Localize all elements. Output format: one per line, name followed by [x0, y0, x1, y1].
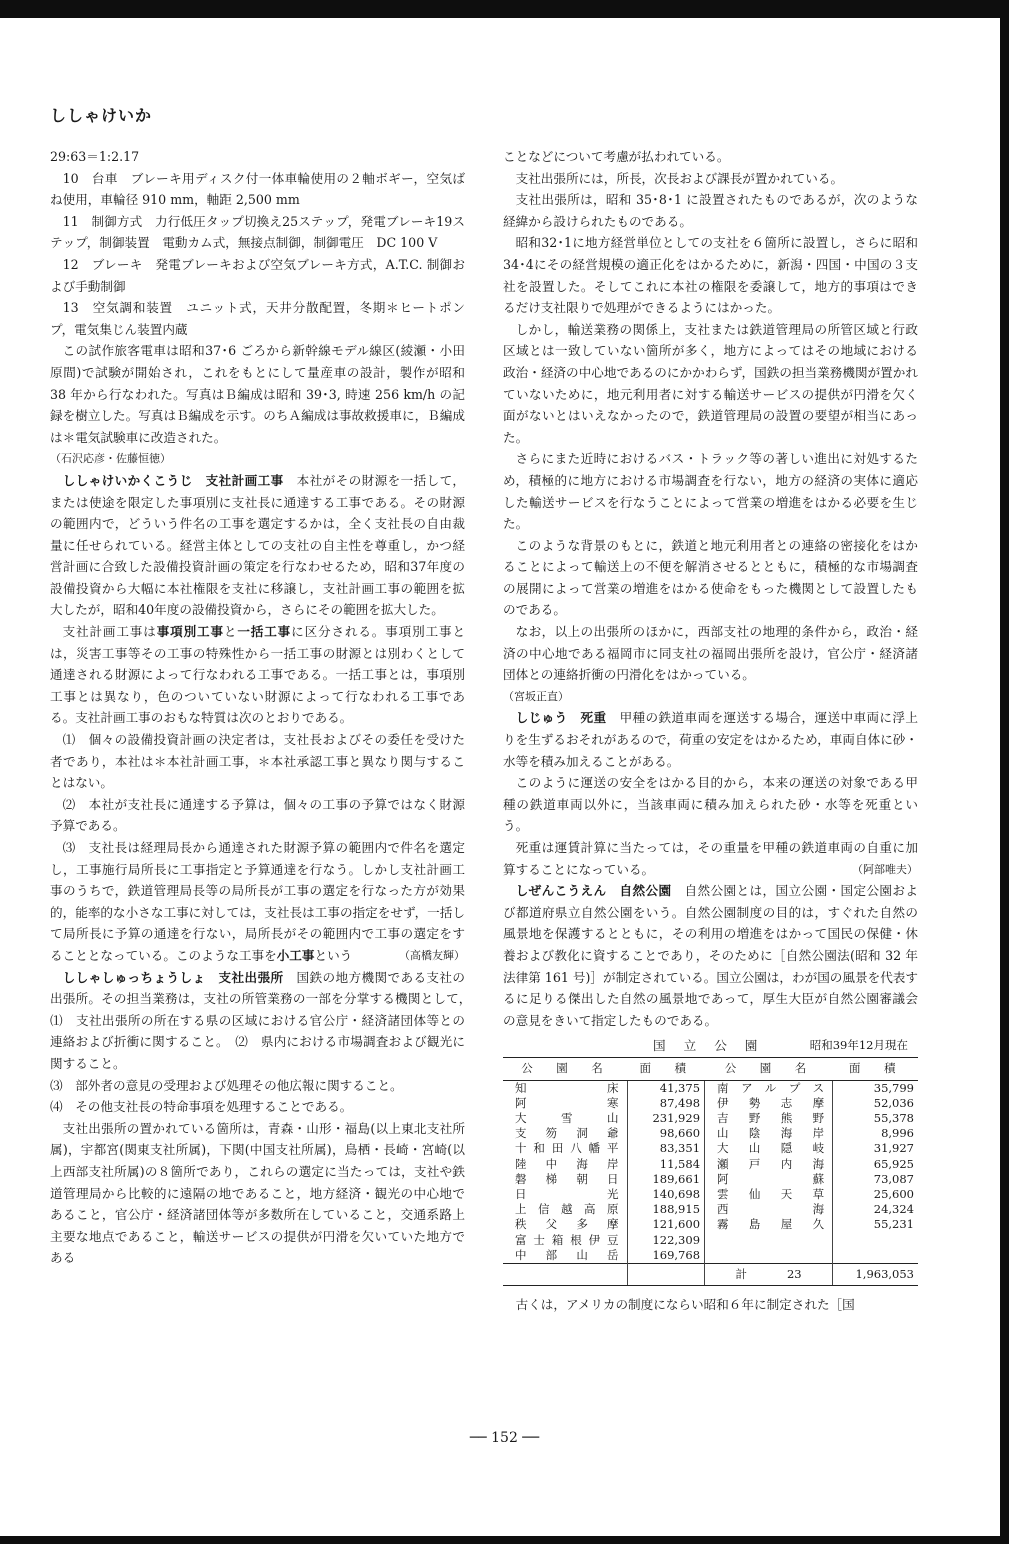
park-name: 霧島屋久: [717, 1217, 825, 1232]
table-row: [503, 1248, 918, 1264]
national-parks-table: [503, 1057, 918, 1286]
entry-text: 国鉄の地方機関である支社の出張所。その担当業務は，支社の所管業務の一部を分掌する機関として， ⑴ 支社出張所の所在する県の区域における官公庁・経済諸団体等との連絡および折衝に関すること。 ⑵ 県内における市場調査および観光に関すること。: [50, 969, 478, 1071]
text-run: と: [223, 624, 238, 640]
paragraph: なお，以上の出張所のほかに，西部支社の地理的条件から，政治・経済の中心地である福岡市に同支社の福岡出張所を設け，官公庁・経済諸団体との連絡折衝の円滑化をはかっている。: [503, 624, 918, 683]
paragraph: このような背景のもとに，鉄道と地元利用者との連絡の密接化をはかることによって輸送上の不便を解消させるとともに，積極的な市場調査の展開によって営業の増進をはかる使命をもった機関として設置したものである。: [503, 537, 918, 618]
park-area: 169,768: [627, 1248, 704, 1264]
park-area: 24,324: [833, 1202, 918, 1217]
table-row: [503, 1096, 918, 1111]
park-area: 55,231: [833, 1217, 918, 1232]
park-name: 陸中海岸: [515, 1156, 619, 1171]
park-name: 中部山岳: [515, 1247, 619, 1262]
park-area: 231,929: [627, 1111, 704, 1126]
park-area: 31,927: [833, 1141, 918, 1156]
park-name: 上信越高原: [515, 1202, 619, 1217]
entry-headword: ししゃけいかくこうじ 支社計画工事: [62, 472, 284, 488]
table-row: [503, 1080, 918, 1096]
park-name: 十和田八幡平: [515, 1141, 619, 1156]
paragraph: 支社出張所は，昭和 35･8･1 に設置されたものであるが，次のような経緯から設けられたものである。: [503, 192, 918, 229]
entry-shijuu: [503, 707, 918, 772]
text-run: 死重は運賃計算に当たっては，その重量を甲種の鉄道車両の自重に加算することになっている。: [503, 840, 918, 877]
entry-text: 自然公園とは，国立公園・国定公園および都道府県立自然公園をいう。自然公園制度の目的は，すぐれた自然の風景地を保護するとともに，その利用の増進をはかって国民の保健・休養および教化に資することであり，そのために［自然公園法(昭和 32 年法律第 161 号)］が制定されている。国立公園は，わが国の風景を代表するに足りる傑出した自然の風景地であって，厚生大臣が自然公園審議会の意見をきいて指定したものである。: [503, 883, 919, 1028]
park-area: [833, 1233, 918, 1248]
paragraph: 29:63＝1:2.17: [50, 149, 140, 164]
table-row: [503, 1217, 918, 1232]
text-run: 支社計画工事は: [62, 624, 157, 640]
table-row: [503, 1126, 918, 1141]
entry-headword: しじゅう 死重: [515, 710, 607, 726]
keyword: 一括工事: [237, 624, 292, 640]
park-name: 山陰海岸: [717, 1126, 825, 1141]
park-area: 83,351: [627, 1141, 704, 1156]
park-name: 阿蘇: [717, 1171, 825, 1186]
paragraph: [503, 837, 918, 880]
table-row: [503, 1141, 918, 1156]
park-area: 11,584: [627, 1157, 704, 1172]
park-name: 知床: [515, 1080, 619, 1095]
running-head: ししゃけいか: [50, 106, 153, 125]
table-date: 昭和39年12月現在: [809, 1038, 908, 1053]
park-area: 55,378: [833, 1111, 918, 1126]
list-item: ⑴ 個々の設備投資計画の決定者は，支社長およびその委任を受けた者であり，本社は＊本社計画工事，＊本社承認工事と異なり関与することはない。: [50, 732, 465, 791]
park-name: 富士箱根伊豆: [515, 1232, 619, 1247]
text-run: に区分される。事項別工事とは，災害工事等その工事の特殊性から一括工事の財源とは別わくとして通達される財源によって行なわれる工事である。一括工事とは，事項別工事とは異なり，色のついていない財源によって行なわれる工事である。支社計画工事のおもな特質は次のとおりである。: [50, 624, 466, 726]
entry-headword: ししゃしゅっちょうしょ 支社出張所: [62, 969, 284, 985]
table-row: [503, 1172, 918, 1187]
paragraph: 支社出張所には，所長，次長および課長が置かれている。: [515, 170, 844, 186]
park-area: 122,309: [627, 1233, 704, 1248]
table-total-row: [503, 1263, 918, 1285]
park-name: [705, 1233, 833, 1248]
author-signature: （阿部唯夫）: [852, 862, 918, 876]
list-item: ⑵ 本社が支社長に通達する予算は，個々の工事の予算ではなく財源予算である。: [50, 796, 465, 834]
total-label-text: 計: [735, 1266, 747, 1281]
entry-shisha-shucchousho: [50, 967, 478, 1075]
park-name: 日光: [515, 1186, 619, 1201]
text-run: ⑶ 支社長は経理局長から通達された財源予算の範囲内で件名を選定し，工事施行局所長に工事指定と予算通達を行なう。しかし支社計画工事のうちで，鉄道管理局長等の局所長が工事の選定を行なった方が効果的，能率的な小さな工事に対しては，支社長は工事の指定をせず，一括して局所長に予算の通達を行ない，局所長がその範囲内で工事の選定をすることとなっている。このような工事を: [50, 840, 465, 963]
total-count: 23: [786, 1266, 802, 1281]
empty-cell: [627, 1263, 704, 1285]
entry-text: 本社がその財源を一括して，または使途を限定した事項別に支社長に通達する工事である。その財源の範囲内で，どういう件名の工事を選定するかは，全く支社長の自由裁量に任せられている。経営主体としての支社の自主性を尊重し，かつ経営計画に合致した設備投資計画の策定を行なわせるため，昭和37年度の設備投資から大幅に本社権限を支社に移譲し，支社計画工事の範囲を拡大したが，昭和40年度の設備投資から，さらにその範囲を拡大した。: [50, 472, 466, 618]
park-area: 8,996: [833, 1126, 918, 1141]
left-column: [50, 146, 478, 1269]
park-name: 伊勢志摩: [717, 1095, 825, 1110]
scan-border-top: [0, 0, 1009, 18]
column-header: 公 園 名: [705, 1058, 833, 1080]
park-area: 189,661: [627, 1172, 704, 1187]
table-row: [503, 1187, 918, 1202]
paragraph: 古くは，アメリカの制度にならい昭和６年に制定された［国: [515, 1297, 855, 1313]
author-signature: （宮坂正直）: [503, 689, 569, 703]
spec-item: 11 制御方式 力行低圧タップ切換え25ステップ，発電ブレーキ19ステップ，制御装置 電動カム式，無接点制御，制御電圧 DC 100 V: [50, 213, 465, 251]
park-name: 雲仙天草: [717, 1186, 825, 1201]
park-area: 121,600: [627, 1217, 704, 1232]
park-name: 瀬戸内海: [717, 1156, 825, 1171]
park-area: 41,375: [627, 1080, 704, 1096]
column-header: 面 積: [833, 1058, 918, 1080]
park-name: [705, 1248, 833, 1264]
park-area: 188,915: [627, 1202, 704, 1217]
scan-border-right: [1000, 0, 1009, 1544]
park-name: 秩父多摩: [515, 1217, 619, 1232]
total-label: [705, 1263, 833, 1285]
park-area: 140,698: [627, 1187, 704, 1202]
table-title: 国 立 公 園: [653, 1038, 765, 1054]
right-column: [503, 146, 918, 1316]
table-row: [503, 1111, 918, 1126]
paragraph: ことなどについて考慮が払われている。: [503, 149, 730, 164]
scan-border-bottom: [0, 1536, 1009, 1544]
table-caption: [503, 1035, 918, 1057]
park-name: 支笏洞爺: [515, 1126, 619, 1141]
entry-shisha-keikaku-kouji: [50, 470, 465, 621]
page-number: ── 152 ──: [469, 1430, 540, 1446]
table-row: [503, 1157, 918, 1172]
text-run: という: [314, 947, 353, 963]
author-signature: （石沢応彦・佐藤恒徳）: [50, 452, 171, 466]
park-area: 87,498: [627, 1096, 704, 1111]
park-name: 吉野熊野: [717, 1110, 825, 1125]
park-area: 73,087: [833, 1172, 918, 1187]
table-row: [503, 1202, 918, 1217]
column-header: 公 園 名: [503, 1058, 627, 1080]
paragraph: この試作旅客電車は昭和37･6 ごろから新幹線モデル線区(綾瀬・小田原間)で試験が開始され，これをもとにして量産車の設計，製作が昭和 38 年から行なわれた。写真はＢ編成は昭和 39･3, 時速 256 km/h の記録を樹立した。写真はＢ編成を示す。のちＡ編成は事故救援車に，Ｂ編成は＊電気試験車に改造された。: [50, 343, 465, 445]
park-area: 25,600: [833, 1187, 918, 1202]
park-area: [833, 1248, 918, 1264]
paragraph: 支社出張所の置かれている箇所は，青森・山形・福島(以上東北支社所属)，宇都宮(関東支社所属)，下関(中国支社所属)，鳥栖・長崎・宮崎(以上西部支社所属)の８箇所であり，これらの選定に当たっては，支社や鉄道管理局から比較的に遠隔の地であること，地方経済・観光の中心地であること，官公庁・経済諸団体等が多数所在していること，交通系路上主要な地点であること，輸送サービスの提供が円滑を欠いていた地方である: [50, 1120, 465, 1266]
list-item: [50, 837, 465, 967]
park-name: 大雪山: [515, 1110, 619, 1125]
park-area: 35,799: [833, 1080, 918, 1096]
park-name: 磐梯朝日: [515, 1171, 619, 1186]
park-area: 65,925: [833, 1157, 918, 1172]
spec-item: 13 空気調和装置 ユニット式，天井分散配置，冬期＊ヒートポンプ，電気集じん装置内蔵: [50, 300, 465, 337]
column-header: 面 積: [627, 1058, 704, 1080]
park-area: 52,036: [833, 1096, 918, 1111]
table-body: [503, 1080, 918, 1286]
spec-item: 10 台車 ブレーキ用ディスク付一体車輪使用の２軸ボギー，空気ばね使用，車輪径 910 mm，軸距 2,500 mm: [50, 170, 465, 208]
author-signature: （高橋友輝）: [399, 948, 465, 962]
empty-cell: [503, 1263, 627, 1285]
park-area: 98,660: [627, 1126, 704, 1141]
keyword: 事項別工事: [156, 624, 224, 640]
entry-headword: しぜんこうえん 自然公園: [515, 883, 672, 899]
paragraph: [50, 621, 465, 729]
park-name: 大山隠岐: [717, 1141, 825, 1156]
total-area: 1,963,053: [833, 1263, 918, 1285]
table-row: [503, 1233, 918, 1248]
spec-item: 12 ブレーキ 発電ブレーキおよび空気ブレーキ方式，A.T.C. 制御および手動制御: [50, 256, 465, 294]
paragraph: このように運送の安全をはかる目的から，本来の運送の対象である甲種の鉄道車両以外に，当該車両に積み加えられた砂・水等を死重という。: [503, 775, 918, 834]
keyword: 小工事: [276, 947, 315, 963]
park-name: 西海: [717, 1202, 825, 1217]
paragraph: さらにまた近時におけるバス・トラック等の著しい進出に対処するため，積極的に地方における市場調査を行ない，地方の経済の実体に適応した輸送サービスを行なうことによって営業の増進をはかる必要を生じた。: [503, 451, 918, 532]
park-name: 南アルプス: [717, 1080, 825, 1095]
entry-text: 甲種の鉄道車両を運送する場合，運送中車両に浮上りを生ずるおそれがあるので，荷重の安定をはかるため，車両自体に砂・水等を積み加えることがある。: [503, 710, 919, 769]
park-name: 阿寒: [515, 1095, 619, 1110]
paragraph: しかし，輸送業務の関係上，支社または鉄道管理局の所管区域と行政区域とは一致していない箇所が多く，地方によってはその地域における政治・経済の中心地であるのにかかわらず，国鉄の担当業務機関が置かれていないために，地元利用者に対する輸送サービスの提供が円滑を欠く面がないとはいえなかったので，鉄道管理局の設置の要望が相当にあった。: [503, 321, 918, 445]
paragraph: 昭和32･1に地方経営単位としての支社を６箇所に設置し，さらに昭和34･4にその経営規模の適正化をはかるために，新潟・四国・中国の３支社を設置した。そしてこれに本社の権限を委譲して，地方的事項はできるだけ支社限りで処理ができるようにはかった。: [503, 235, 918, 316]
entry-shizen-kouen: [503, 880, 918, 1031]
list-item: ⑷ その他支社長の特命事項を処理することである。: [50, 1099, 353, 1115]
list-item: ⑶ 部外者の意見の受理および処理その他広報に関すること。: [50, 1077, 403, 1093]
